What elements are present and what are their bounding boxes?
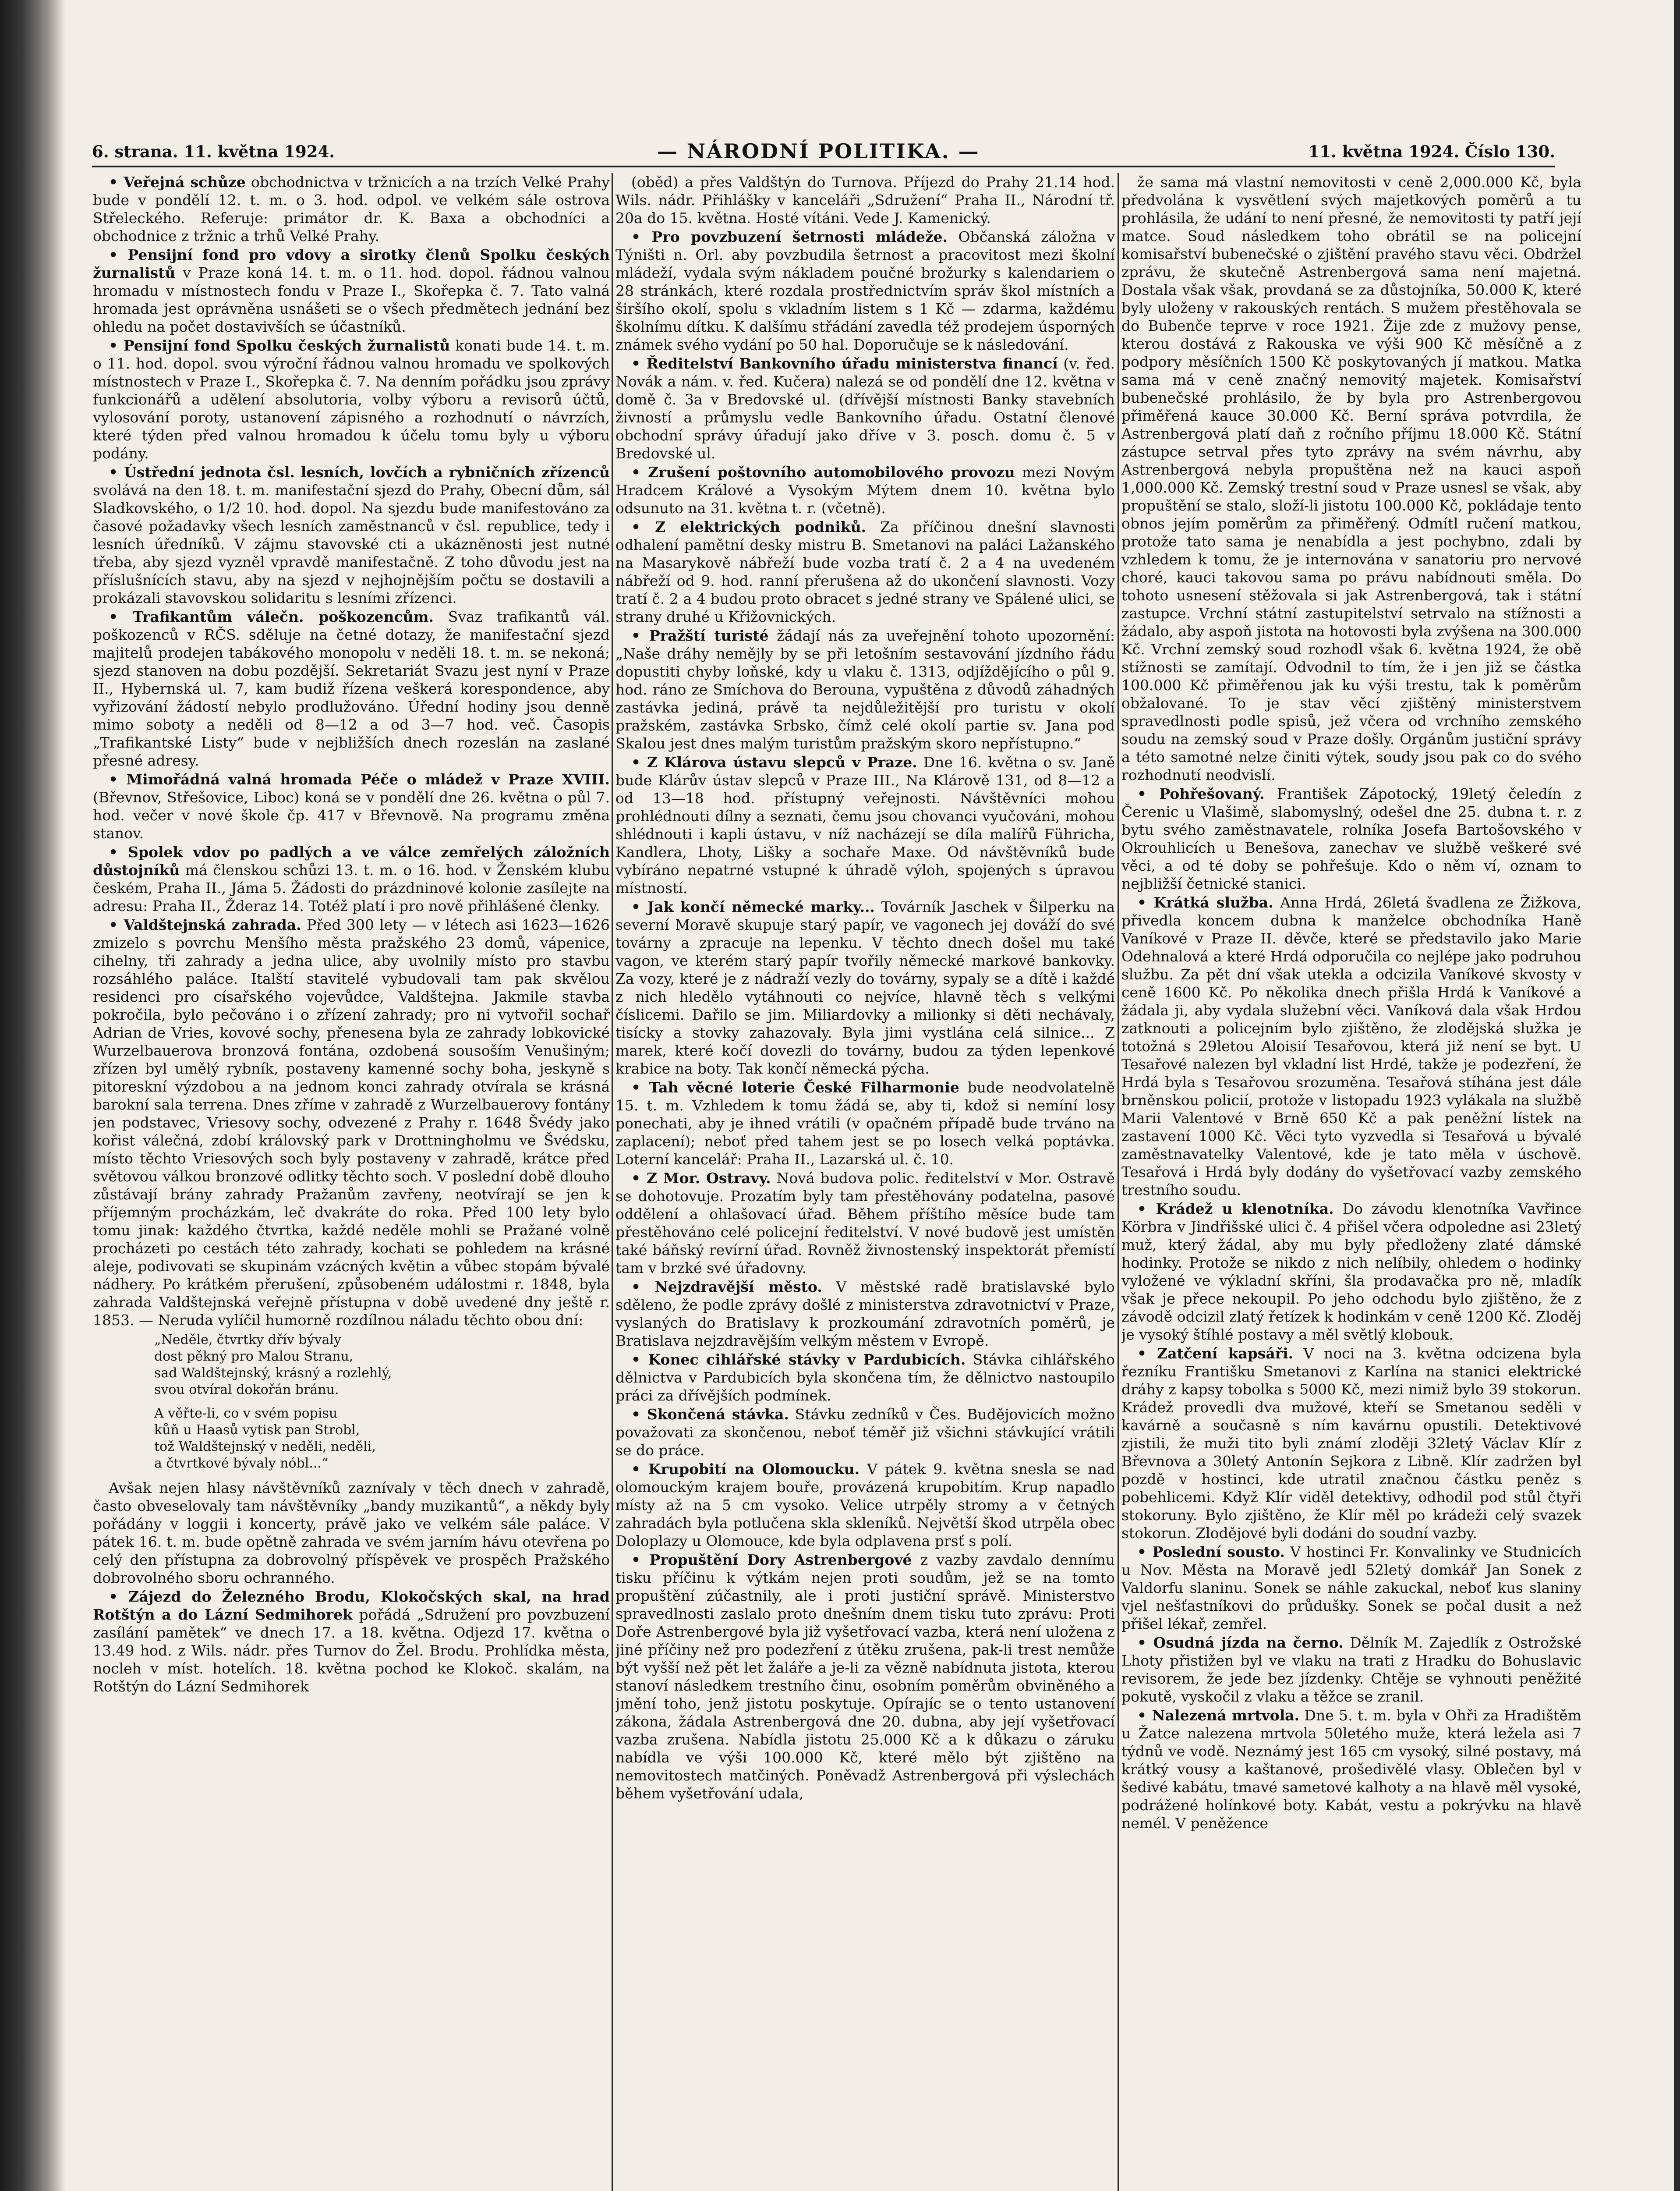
news-item-body: Občanská záložna v Týništi n. Orl. aby povzbudila šetrnost a pracovitost mezi školní mládeží, vydala svým nákladem poučné brožurky s kalendariem o 28 stránkách, které rozdala prostřednictvím správ škol místních a širšího okolí, spolu s vkladním listem s 1 Kč — zdarma, každému školnímu dítku. K dalšímu střádání zavedla též prodejem úsporných známek svého vydání po 50 hal. Doporučuje se k následování. <box>615 228 1115 353</box>
news-item <box>1121 785 1581 893</box>
news-item-body: Avšak nejen hlasy návštěvníků zaznívaly v těch dnech v zahradě, často obveselovaly tam návštěvníky „bandy muzikantů“, a někdy byly pořádány v loggii i koncerty, právě jako ve velkém sále paláce. V pátek 16. t. m. bude opětně zahrada ve svém jarním hávu otevřena po celý den přístupna za dobrovolný příspěvek ve prospěch Pražského dobrovolného sboru ochranného. <box>93 1479 610 1586</box>
news-item-body: má členskou schůzi 13. t. m. o 16. hod. v Ženském klubu českém, Praha II., Jáma 5. Žádosti do prázdninové kolonie zasílejte na adresu: Praha II., Žderaz 14. Totéž platí i pro nově přihlášené členky. <box>93 862 610 915</box>
news-item-body: V hostinci Fr. Konvalinky ve Studnicích u Nov. Města na Moravě jedl 52letý domkář Jan Sonek z Valdorfu slaninu. Sonek se náhle zakuckal, neboť kus slaniny vjel nešťastníkovi do průdušky. Sonek se počal dusit a než přišel lékař, zemřel. <box>1121 1543 1581 1632</box>
news-item <box>93 246 610 336</box>
news-item <box>1121 173 1581 784</box>
page-header <box>92 137 1555 167</box>
news-item <box>93 1588 610 1695</box>
news-item-headline: • Krátká služba. <box>1137 894 1273 911</box>
news-item-body: že sama má vlastní nemovitosti v ceně 2,000.000 Kč, byla předvolána k vysvětlení svých majetkových poměrů a tu prohlásila, že udání to není přesné, že nemovitosti ty patří její matce. Soud následkem toho obrátil se na policejní komisařství bubenečské o zjištění pravého stavu věci. Obdržel zprávu, že skutečně Astrenbergová sama není majetná. Dostala však však, provdaná se za důstojníka, 50.000 K, které byly uloženy v rakouských rentách. S mužem přestěhovala se do Bubenče teprve v roce 1921. Žije zde z mužovy pense, kterou dostává z Rakouska ve výši 900 Kč měsíčně a z podpory měsíčních 1500 Kč poskytovaných jí matkou. Matka sama má v ceně značný nemovitý majetek. Komisařství bubenečské prohlásilo, že by byla pro Astrenbergovou přiměřená kauce 30.000 Kč. Berní správa potvrdila, že Astrenbergová platí daň z ročního příjmu 18.000 Kč. Státní zástupce setrval přes tyto zprávy na svém návrhu, aby Astrenbergová nebyla propuštěna než na kauci aspoň 1,000.000 Kč. Zemský trestní soud v Praze usnesl se však, aby propuštění se stalo, složí-li jistotu 100.000 Kč, pokládaje tento obnos jejím poměrům za přiměřený. Odmítl ručení matkou, protože tato sama je nenabídla a jest pochybno, zdali by vzhledem k tomu, že je internována v sanatoriu pro nervové choré, kauci takovou sama po právu nabídnouti směla. Do tohoto usnesení stěžovala si jak Astrenbergová, tak i státní zastupce. Vrchní státní zastupitelství setrvalo na stížnosti a žádalo, aby aspoň jistota na hotovosti byla zvýšena na 300.000 Kč. Vrchní zemský soud rozhodl však 6. května 1924, že obě stížnosti se zamítají. Odvodnil to tím, že i jen již se částka 100.000 Kč přiměřenou jak ku výši trestu, tak k poměrům obžalované. To je stav věcí zjištěný ministerstvem spravedlnosti podle spisů, jež včera od vrchního zemského soudu na zemský soud v Praze došly. Orgánům justiční správy a této samotné nelze činiti výtek, soudy jsou pak co do svého rozhodnutí neodvislí. <box>1121 174 1581 784</box>
news-item <box>615 1551 1115 1802</box>
news-item-body: žádají nás za uveřejnění tohoto upozornění: „Naše dráhy nemějly by se při letošním sestavování jízdního řádu dopustiti chyby loňské, kdy u vlaku č. 1313, odjíždějícího o půl 9. hod. ráno ze Smíchova do Berouna, vypuštěna z důvodů záhadných zastávka jediná, právě ta nejdůležitější pro turistu v okolí pražském, zastávka Srbsko, čímž celé okolí partie sv. Jana pod Skalou jest dnes malým turistům pražským skoro nepřístupno.“ <box>615 627 1115 752</box>
news-item-body: Svaz trafikantů vál. poškozenců v RČS. sděluje na četné dotazy, že manifestační sjezd majitelů prodejen tabákového monopolu v neděli 18. t. m. se nekoná; sjezd stanoven na dobu pozdější. Sekretariát Svazu jest nyní v Praze II., Hybernská ul. 7, kam budiž řízena veškerá korespondence, aby vyřizování žádostí nebylo prodlužováno. Úřední hodiny jsou denně mimo soboty a neděli od 8—12 a od 3—7 hod. več. Časopis „Trafikantské Listy“ bude v nejbližších dnech rozeslán na zaslané přesné adresy. <box>93 608 610 769</box>
news-item <box>93 843 610 915</box>
news-item <box>615 627 1115 752</box>
news-item <box>615 518 1115 626</box>
news-item-headline: • Trafikantům válečn. poškozencům. <box>109 608 434 625</box>
news-item-headline: • Mimořádná valná hromada Péče o mládež v Praze XVIII. <box>109 771 610 788</box>
news-item <box>615 173 1115 227</box>
news-item-headline: • Zájezd do Železného Brodu, Klokočských skal, na hrad Rotštýn a do Lázní Sedmihorek <box>93 1588 610 1623</box>
news-item-headline: • Zrušení poštovního automobilového provozu <box>631 464 1015 481</box>
news-item <box>1121 1344 1581 1542</box>
news-item-body: Anna Hrdá, 26letá švadlena ze Žižkova, přivedla koncem dubna k manželce obchodníka Haně Vaníkové v Praze II. děvče, které se představilo jako Marie Odehnalová a které Hrdá odporučila co nejlépe jako podruhou službu. Za pět dní však utekla a odcizila Vaníkové skvosty v ceně 1600 Kč. Po několika dnech přišla Hrdá k Vaníkové a žádala ji, aby vydala služební věci. Vaníková dala však Hrdou zatknouti a policejním bylo zjištěno, že zlodějská služka je totožná s 29letou Aloisií Tesařovou, která již není se byt. U Tesařové nalezen byl vkladní list Hrdé, takže je podezření, že Hrdá byla s Tesařovou srozuměna. Tesařová stíhána jest dále brněnskou policií, protože v listopadu 1923 vylákala na službě Marii Valentové v Brně 650 Kč a pak peněžní lístek na zastavení 1000 Kč. Věci tyto vyzvedla si Tesařová u bývalé zaměstnavatelky Valentové, kde je tato měla v úschově. Tesařová i Hrdá byly dodány do vyšetřovací vazby zemského trestního soudu. <box>1121 894 1581 1198</box>
news-item <box>93 337 610 462</box>
header-page-date: 6. strana. 11. května 1924. <box>92 142 335 161</box>
news-item-headline: • Valdštejnská zahrada. <box>109 916 301 933</box>
news-item-headline: • Pensijní fond Spolku českých žurnalistů <box>109 337 450 354</box>
poem-stanza <box>154 1332 610 1398</box>
news-item-body: Do závodu klenotníka Vavřince Körbra v Jindřišské ulici č. 4 přišel včera odpoledne asi 23letý muž, který žádal, aby mu byly předloženy zlaté dámské hodinky. Protože se nikdo z nich nelíbily, ohledem o hodinky vyložené ve výkladní skříni, šla prodavačka pro ně, mladík však je přece nekoupil. Po jeho odchodu bylo zjištěno, že z závodě odcizil zlatý řetízek k hodinkám v ceně 1200 Kč. Zloděj je vysoký štíhlé postavy a měl světlý klobouk. <box>1121 1200 1581 1343</box>
news-item <box>615 1169 1115 1277</box>
poem-line: „Neděle, čtvrtky dřív bývaly <box>154 1332 341 1347</box>
news-item-body: V městské radě bratislavské bylo sděleno, že podle zprávy došlé z ministerstva zdravotnictví v Praze, vyslaných do Bratislavy k prozkoumání zdravotních poměrů, je Bratislava nejzdravějším velkým městem v Evropě. <box>615 1278 1115 1349</box>
news-item-body: konati bude 14. t. m. o 11. hod. dopol. svou výroční řádnou valnou hromadu ve spolkových místnostech v Praze I., Skořepka č. 7. Na denním pořádku jsou zprávy funkcionářů a udělení absolutoria, volby výboru a revisorů účtů, vylosování poroty, ustanovení zápisného a rozhodnutí o návrzích, které týden před valnou hromadou k účelu tomu byly u výboru podány. <box>93 337 610 462</box>
news-item <box>615 1278 1115 1350</box>
article-column-2 <box>615 173 1115 2191</box>
news-item-headline: • Z elektrických podniků. <box>631 518 867 535</box>
news-item-headline: • Poslední sousto. <box>1137 1543 1285 1560</box>
news-item <box>615 1460 1115 1550</box>
news-item-headline: • Spolek vdov po padlých a ve válce zemřelých záložních důstojníků <box>93 844 610 879</box>
news-item <box>615 1405 1115 1459</box>
news-item-body: Před 300 lety — v létech asi 1623—1626 zmizelo s povrchu Menšího města pražského 23 domů, vápenice, cihelny, tři zahrady a jedna ulice, aby uvolnily místo pro stavbu rozsáhlého paláce. Italští stavitelé vybudovali tam pak skvělou residenci pro císařského vojevůdce, Valdštejna. Jakmile stavba pokročila, bylo pečováno i o zřízení zahrady; pro ni vytvořil sochař Adrian de Vries, kovové sochy, přenesena byla ze zahrady lobkovické Wurzelbauerova bronzová fontána, ozdobená sousoším Venušiným; zřízen byl umělý rybník, postaveny kamenné sochy boha, jeskyně s pitoreskní výzdobou a na jednom konci zahrady otvírala se krásná barokní sala terrena. Dnes zříme v zahradě z Wurzelbauerovy fontány jen podstavec, Vriesovy sochy, odvezené z Prahy r. 1648 Švédy jako kořist válečná, zdobí královský park v Drottningholmu ve Švédsku, místo těchto Vriesových soch byly postaveny v zahradě, krátce před světovou válkou bronzové odlitky těchto soch. V poslední době dlouho zůstávají brány zahrady Pražanům zavřeny, neotvírají se jen k příjemným procházkám, leč dvakráte do roka. Před 100 lety bylo tomu jinak: každého čtvrtka, každé neděle mohli se Pražané volně procházeti po cestách této zahrady, kochati se pohledem na krásné aleje, podivovati se skupinám vzácných květin a vůbec stopám bývalé nádhery. Po krátkém přerušení, způsobeném událostmi r. 1848, byla zahrada Valdštejnská veřejně přístupna v době uvedené dny ještě r. 1853. — Neruda vylíčil humorně rozdílnou náladu těchto obou dní: <box>93 916 610 1329</box>
news-item <box>615 463 1115 517</box>
poem-stanza <box>154 1405 610 1472</box>
news-item-headline: • Nejzdravější město. <box>631 1278 822 1295</box>
news-item <box>1121 1200 1581 1344</box>
news-item-headline: • Jak končí německé marky... <box>631 898 875 915</box>
news-item-headline: • Osudná jízda na černo. <box>1137 1634 1344 1651</box>
header-rule <box>92 166 1555 167</box>
news-item-headline: • Pohřešovaný. <box>1137 785 1265 802</box>
news-item-headline: • Zatčení kapsáři. <box>1137 1345 1294 1362</box>
news-item <box>1121 1706 1581 1832</box>
news-item-body: Dělník M. Zajedlík z Ostrožské Lhoty přistižen byl ve vlaku na trati z Hradku do Bohuslavic revisorem, že jede bez jízdenky. Chtěje se vyhnouti peněžité pokutě, vyskočil z vlaku a těžce se zranil. <box>1121 1634 1581 1705</box>
poem-line: dost pěkný pro Malou Stranu, <box>154 1349 354 1364</box>
news-item-body: (Břevnov, Střešovice, Liboc) koná se v pondělí dne 26. května o půl 7. hod. večer v nové škole čp. 417 v Břevnově. Na programu změna stanov. <box>93 789 610 842</box>
column-rule <box>612 173 613 2191</box>
news-item-body: pořádá „Sdružení pro povzbuzení zasílání pamětek“ ve dnech 17. a 18. května. Odjezd 17. května o 13.49 hod. z Wils. nádr. přes Turnov do Žel. Brodu. Prohlídka města, nocleh v míst. hotelích. 18. května pochod ke Klokoč. skalám, na Rotštýn do Lázní Sedmihorek <box>93 1606 610 1695</box>
poem-line: a čtvrtkové bývaly nóbl...“ <box>154 1456 329 1471</box>
news-item <box>615 228 1115 354</box>
news-item-headline: • Skončená stávka. <box>631 1406 789 1423</box>
news-item-headline: • Nalezená mrtvola. <box>1137 1707 1300 1724</box>
news-item-headline: • Konec cihlářské stávky v Pardubicích. <box>631 1351 966 1368</box>
news-item-headline: • Ředitelství Bankovního úřadu ministerstva financí <box>631 355 1058 372</box>
article-column-3 <box>1121 173 1581 2191</box>
newspaper-masthead: — NÁRODNÍ POLITIKA. — <box>657 139 980 163</box>
news-item-body: Nová budova polic. ředitelství v Mor. Ostravě se dohotovuje. Prozatím byly tam přestěhovány podatelna, pasové oddělení a ohlašovací úřad. Během příštího měsíce bude tam přestěhováno celé policejní ředitelství. V nové budově jest umístěn také báňský revírní úřad. Rovněž živnostenský inspektorát přemístí tam v brzké své úřadovny. <box>615 1170 1115 1276</box>
news-item-body: Dne 16. května o sv. Janě bude Klárův ústav slepců v Praze III., Na Klárově 131, od 8—12 a od 13—18 hod. přístupný veřejnosti. Návštěvníci mohou prohlédnouti dílny a seznati, čemu jsou chovanci vyučováni, mohou shlédnouti i kapli ústavu, v níž nacházejí se díla malířů Führicha, Kandlera, Lhoty, Lišky a sochaře Maxe. Od návštěvníků bude vybíráno nepatrné vstupné k úhradě výloh, spojených s úpravou místností. <box>615 754 1115 897</box>
news-item-body: z vazby zavdalo dennímu tisku příčinu k výtkám nejen proti soudům, jež se na tomto propuštění zúčastnily, ale i proti justiční správě. Ministerstvo spravedlnosti zaslalo proto dnešním dnem tisku tuto zprávu: Proti Doře Astrenbergové byla již vyšetřovací vazba, která není uložena z jiné příčiny než pro podezření z útěku zrušena, pak-li trest nemůže být vyšší než pět let žaláře a je-li za vězně nabídnuta jistota, kterou stanoví následkem trestního činu, osobním poměrům obviněného a jmění toho, jenž jistotu poskytuje. Opírajíc se o tento ustanovení zákona, žádala Astrenbergová dne 20. dubna, aby její vyšetřovací vazba zrušena. Nabídla jistotu 25.000 Kč a k důkazu o záruku nabídla ve výši 100.000 Kč, které mělo být zjištěno na nemovitostech matčiných. Poněvadž Astrenbergová při výslechách během vyšetřování udala, <box>615 1551 1115 1802</box>
news-item-body: (v. řed. Novák a nám. v. řed. Kučera) nalezá se od pondělí dne 12. května v domě č. 3a v Bredovské ul. (dřívější místnosti Banky stavebních živností a průmyslu vedle Bankovního úřadu. Ostatní členové obchodní správy úřadují jako dříve v 3. posch. domu č. 5 v Bredovské ul. <box>615 355 1115 462</box>
scan-binding-shadow <box>0 0 66 2191</box>
news-item-headline: • Z Klárova ústavu slepců v Praze. <box>631 754 917 771</box>
article-column-1 <box>93 173 610 2191</box>
news-item-body: V noci na 3. května odcizena byla řezníku Františku Smetanovi z Karlína na stanici elektrické dráhy z kapsy tobolka s 5000 Kč, mezi nimiž bylo 39 stokorun. Krádež provedli dva mužové, kteří se Smetanou seděli v kavárně a současně s ním kavárnu opustili. Detektivové zjistili, že muži tito byli známí zloději 32letý Václav Klír z Břevnova a 30letý Antonín Sejkora z Libně. Klír zadržen byl pozdě v hostinci, kde utratil značnou částku peněz s pobehlicemi. Když Klír viděl detektivy, odhodil pod stůl čtyři stokoruny. Bylo zjištěno, že Klír měl po krádeži celý svazek stokorun. Zlodějové byli dodáni do soudní vazby. <box>1121 1345 1581 1542</box>
column-rule <box>1118 173 1119 2191</box>
news-item-body: Továrník Jaschek v Šilperku na severní Moravě skupuje starý papír, ve vagonech jej dováží do své továrny a zpracuje na lepenku. V těchto dnech došel mu také vagon, ve kterém starý papír tvořily německé markové bankovky. Za vozy, které je z nádraží vezly do továrny, sypaly se a dítě i každé z nich hledělo vytáhnouti co nejvíce, hlavně těch s velkými číslicemi. Dařilo se jim. Miliardovky a milionky si děti nechávaly, tisícky a stovky zahazovaly. Byla jimi vystlána celá silnice... Z marek, které kočí dovezli do továrny, budou za týden lepenkové krabice na boty. Tak končí německá pýcha. <box>615 898 1115 1077</box>
poem-line: svou otvíral dokořán bránu. <box>154 1382 339 1397</box>
news-item <box>615 753 1115 897</box>
poem-line: sad Waldštejnský, krásný a rozlehlý, <box>154 1365 392 1381</box>
news-item-headline: • Propuštění Dory Astrenbergové <box>631 1551 912 1568</box>
news-item <box>93 608 610 769</box>
news-item-headline: • Krádež u klenotníka. <box>1137 1200 1334 1217</box>
news-item-body: Stávka cihlářského dělnictva v Pardubicích byla skončena tím, že dělnictvo nastoupilo práci za dřívějších podmínek. <box>615 1351 1115 1404</box>
poem-line: kůň u Haasů vytisk pan Strobl, <box>154 1422 360 1438</box>
news-item <box>615 898 1115 1078</box>
news-item <box>1121 1634 1581 1705</box>
news-item <box>615 355 1115 462</box>
poem-line: tož Waldštejnský v neděli, neděli, <box>154 1439 376 1454</box>
news-item-headline: • Veřejná schůze <box>109 174 246 191</box>
news-item <box>93 770 610 842</box>
news-item <box>615 1351 1115 1404</box>
news-item-headline: • Z Mor. Ostravy. <box>631 1170 771 1187</box>
news-item <box>93 1479 610 1587</box>
news-item <box>615 1078 1115 1168</box>
news-item <box>93 173 610 245</box>
news-item-body: Stávku zedníků v Čes. Budějovicích možno považovati za skončenou, neboť téměř již všichni stávkující vrátili se do práce. <box>615 1406 1115 1459</box>
news-item-headline: • Pro povzbuzení šetrnosti mládeže. <box>631 228 948 245</box>
news-item-body: obchodnictva v tržnicích a na trzích Velké Prahy bude v pondělí 12. t. m. o 3. hod. odpol. ve velkém sále ostrova Střeleckého. Referuje: primátor dr. K. Baxa a obchodníci a obchodnice z tržnic a trhů Velké Prahy. <box>93 174 610 245</box>
news-item <box>93 463 610 607</box>
news-item-body: bude neodvolatelně 15. t. m. Vzhledem k tomu žádá se, aby ti, kdož si nemíní losy ponechati, aby je ihned vrátili (v opačném případě bude trváno na zaplacení); neboť před tahem jest se po losech velká poptávka. Loterní kancelář: Praha II., Lazarská ul. č. 10. <box>615 1079 1115 1168</box>
news-item-body: (oběd) a přes Valdštýn do Turnova. Příjezd do Prahy 21.14 hod. Wils. nádr. Přihlášky v kanceláři „Sdružení“ Praha II., Národní tř. 20a do 15. května. Hosté vítáni. Vede J. Kamenický. <box>615 174 1115 227</box>
news-item-headline: • Tah věcné loterie České Filharmonie <box>631 1079 959 1096</box>
news-item <box>1121 893 1581 1199</box>
news-item-headline: • Ústřední jednota čsl. lesních, lovčích a rybničních zřízenců <box>109 464 610 481</box>
scan-right-edge <box>1674 0 1680 2191</box>
poem-line: A věřte-li, co v svém popisu <box>154 1406 338 1421</box>
news-item <box>1121 1543 1581 1633</box>
news-item-body: Za příčinou dnešní slavnosti odhalení pamětní desky mistru B. Smetanovi na paláci Lažanského na Masarykově nábřeží bude vozba tratí č. 2 a 4 na uvedeném nábřeží od 9. hod. ranní přerušena až do ukončení slavnosti. Vozy tratí č. 2 a 4 budou proto obracet s jedné strany ve Spálené ulici, se strany druhé u Křižovnických. <box>615 518 1115 625</box>
news-item-headline: • Krupobití na Olomoucku. <box>631 1461 860 1478</box>
news-item-body: v Praze koná 14. t. m. o 11. hod. dopol. řádnou valnou hromadu v místnostech fondu v Praze I., Skořepka č. 7. Tato valná hromada jest oprávněna usnášeti se o všech předmětech jednání bez ohledu na počet dostavivších se účastníků. <box>93 264 610 335</box>
news-item-headline: • Pensijní fond pro vdovy a sirotky členů Spolku českých žurnalistů <box>93 246 610 281</box>
news-item-body: František Zápotocký, 19letý čeledín z Čerenic u Vlašimě, slabomyslný, odešel dne 25. dubna t. r. z bytu svého zaměstnavatele, rolníka Josefa Bartošovského v Okrouhlicích u Benešova, zanechav ve službě veškeré své věci, a od té doby se pohřešuje. Kdo o něm ví, oznam to nejbližší četnické stanici. <box>1121 785 1581 892</box>
news-item <box>93 916 610 1329</box>
news-item-headline: • Pražští turisté <box>631 627 769 644</box>
news-item-body: svolává na den 18. t. m. manifestační sjezd do Prahy, Obecní dům, sál Sladkovského, o 1/2 10. hod. dopol. Na sjezdu bude manifestováno za časové požadavky všech lesních zaměstnanců v čsl. republice, tedy i lesních úředníků. V zájmu stavovské cti a ukázněnosti jest nutné třeba, aby sjezd vyzněl vpravdě manifestačně. Z toho důvodu jest na příslušnících stavu, aby na sjezd v nejhojnějším počtu se dostavili a prokázali stavovskou solidaritu s lesními zřízenci. <box>93 482 610 606</box>
news-item-body: V pátek 9. května snesla se nad olomouckým krajem bouře, provázená krupobitím. Krup napadlo místy až na 5 cm vysoko. Velice utrpěly stromy a v četných zahradách byla potlučena skla skleníků. Největší škod utrpěla obec Doloplazy u Olomouce, kde byla odplavena prsť s polí. <box>615 1461 1115 1549</box>
news-item-body: Dne 5. t. m. byla v Ohři za Hradištěm u Žatce nalezena mrtvola 50letého muže, která ležela asi 7 týdnů ve vodě. Neznámý jest 165 cm vysoký, silné postavy, má krátký vousy a kaštanové, prošedivělé vlasy. Oblečen byl v šedivé kabátu, tmavé sametové kalhoty a na hlavě měl vysoké, podrážené holínkové boty. Kabát, vestu a pokrývku na hlavě nemél. V peněžence <box>1121 1707 1581 1832</box>
header-date-issue: 11. května 1924. Číslo 130. <box>1308 142 1555 161</box>
quoted-poem <box>154 1332 610 1472</box>
news-item-body: mezi Novým Hradcem Králové a Vysokým Mýtem dnem 10. května bylo odsunuto na 31. května t. r. (včetně). <box>615 464 1115 517</box>
